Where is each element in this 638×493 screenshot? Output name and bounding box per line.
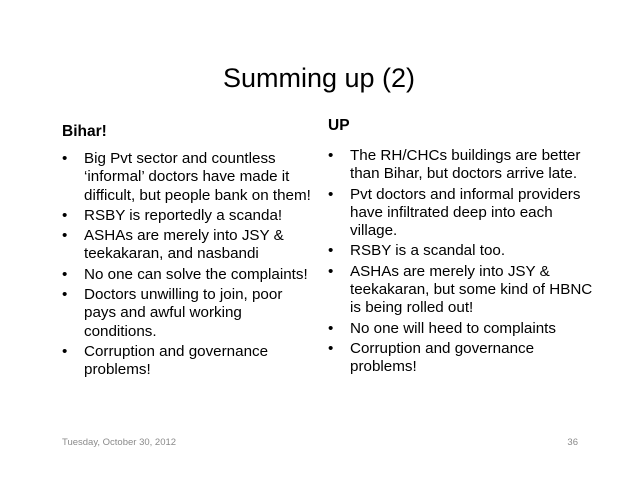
list-item [328,242,598,260]
bullet-icon: • [328,339,334,357]
list-item [328,320,598,338]
bullet-icon: • [328,185,334,203]
list-item-text: The RH/CHCs buildings are better than Bihar, but doctors arrive late. [350,147,581,183]
list-item [62,266,312,284]
bullet-icon: • [328,147,334,164]
list-item-text: Pvt doctors and informal providers have infiltrated deep into each village. [350,185,581,240]
list-item [62,227,312,264]
bullet-icon: • [62,206,68,224]
bullet-icon: • [62,150,68,167]
bullet-icon: • [328,242,334,260]
list-item [62,343,312,380]
list-item-text: Big Pvt sector and countless ‘informal’ doctors have made it difficult, but people bank on them! [84,150,311,204]
list-item-text: Corruption and governance problems! [84,342,269,379]
list-item [328,340,598,377]
list-item [62,207,312,225]
list-item [328,263,598,318]
slide-title: Summing up (2) [222,63,416,93]
up-heading: UP [328,117,350,134]
footer-date: Tuesday, October 30, 2012 [62,437,177,448]
bullet-icon: • [328,262,334,280]
list-item-text: No one will heed to complaints [350,319,556,337]
list-item-text: No one can solve the complaints! [84,265,308,283]
list-item-text: ASHAs are merely into JSY & teekakaran, and nasbandi [84,227,284,263]
list-item [328,147,598,184]
list-item [62,150,312,205]
list-item [62,286,312,341]
bullet-icon: • [62,227,68,245]
bullet-icon: • [328,319,334,337]
list-item-text: RSBY is reportedly a scanda! [84,206,283,224]
bullet-icon: • [62,286,68,304]
list-item-text: RSBY is a scandal too. [350,242,506,260]
list-item-text: Doctors unwilling to join, poor pays and awful working conditions. [84,286,283,340]
list-item [328,186,598,241]
footer-page-number: 36 [567,437,578,448]
bullet-icon: • [62,265,68,283]
up-bullet-list [328,147,598,379]
list-item-text: ASHAs are merely into JSY & teekakaran, but some kind of HBNC is being rolled out! [350,262,593,317]
bihar-heading: Bihar! [62,123,107,140]
bullet-icon: • [62,342,68,360]
bihar-bullet-list [62,150,312,382]
list-item-text: Corruption and governance problems! [350,339,535,376]
